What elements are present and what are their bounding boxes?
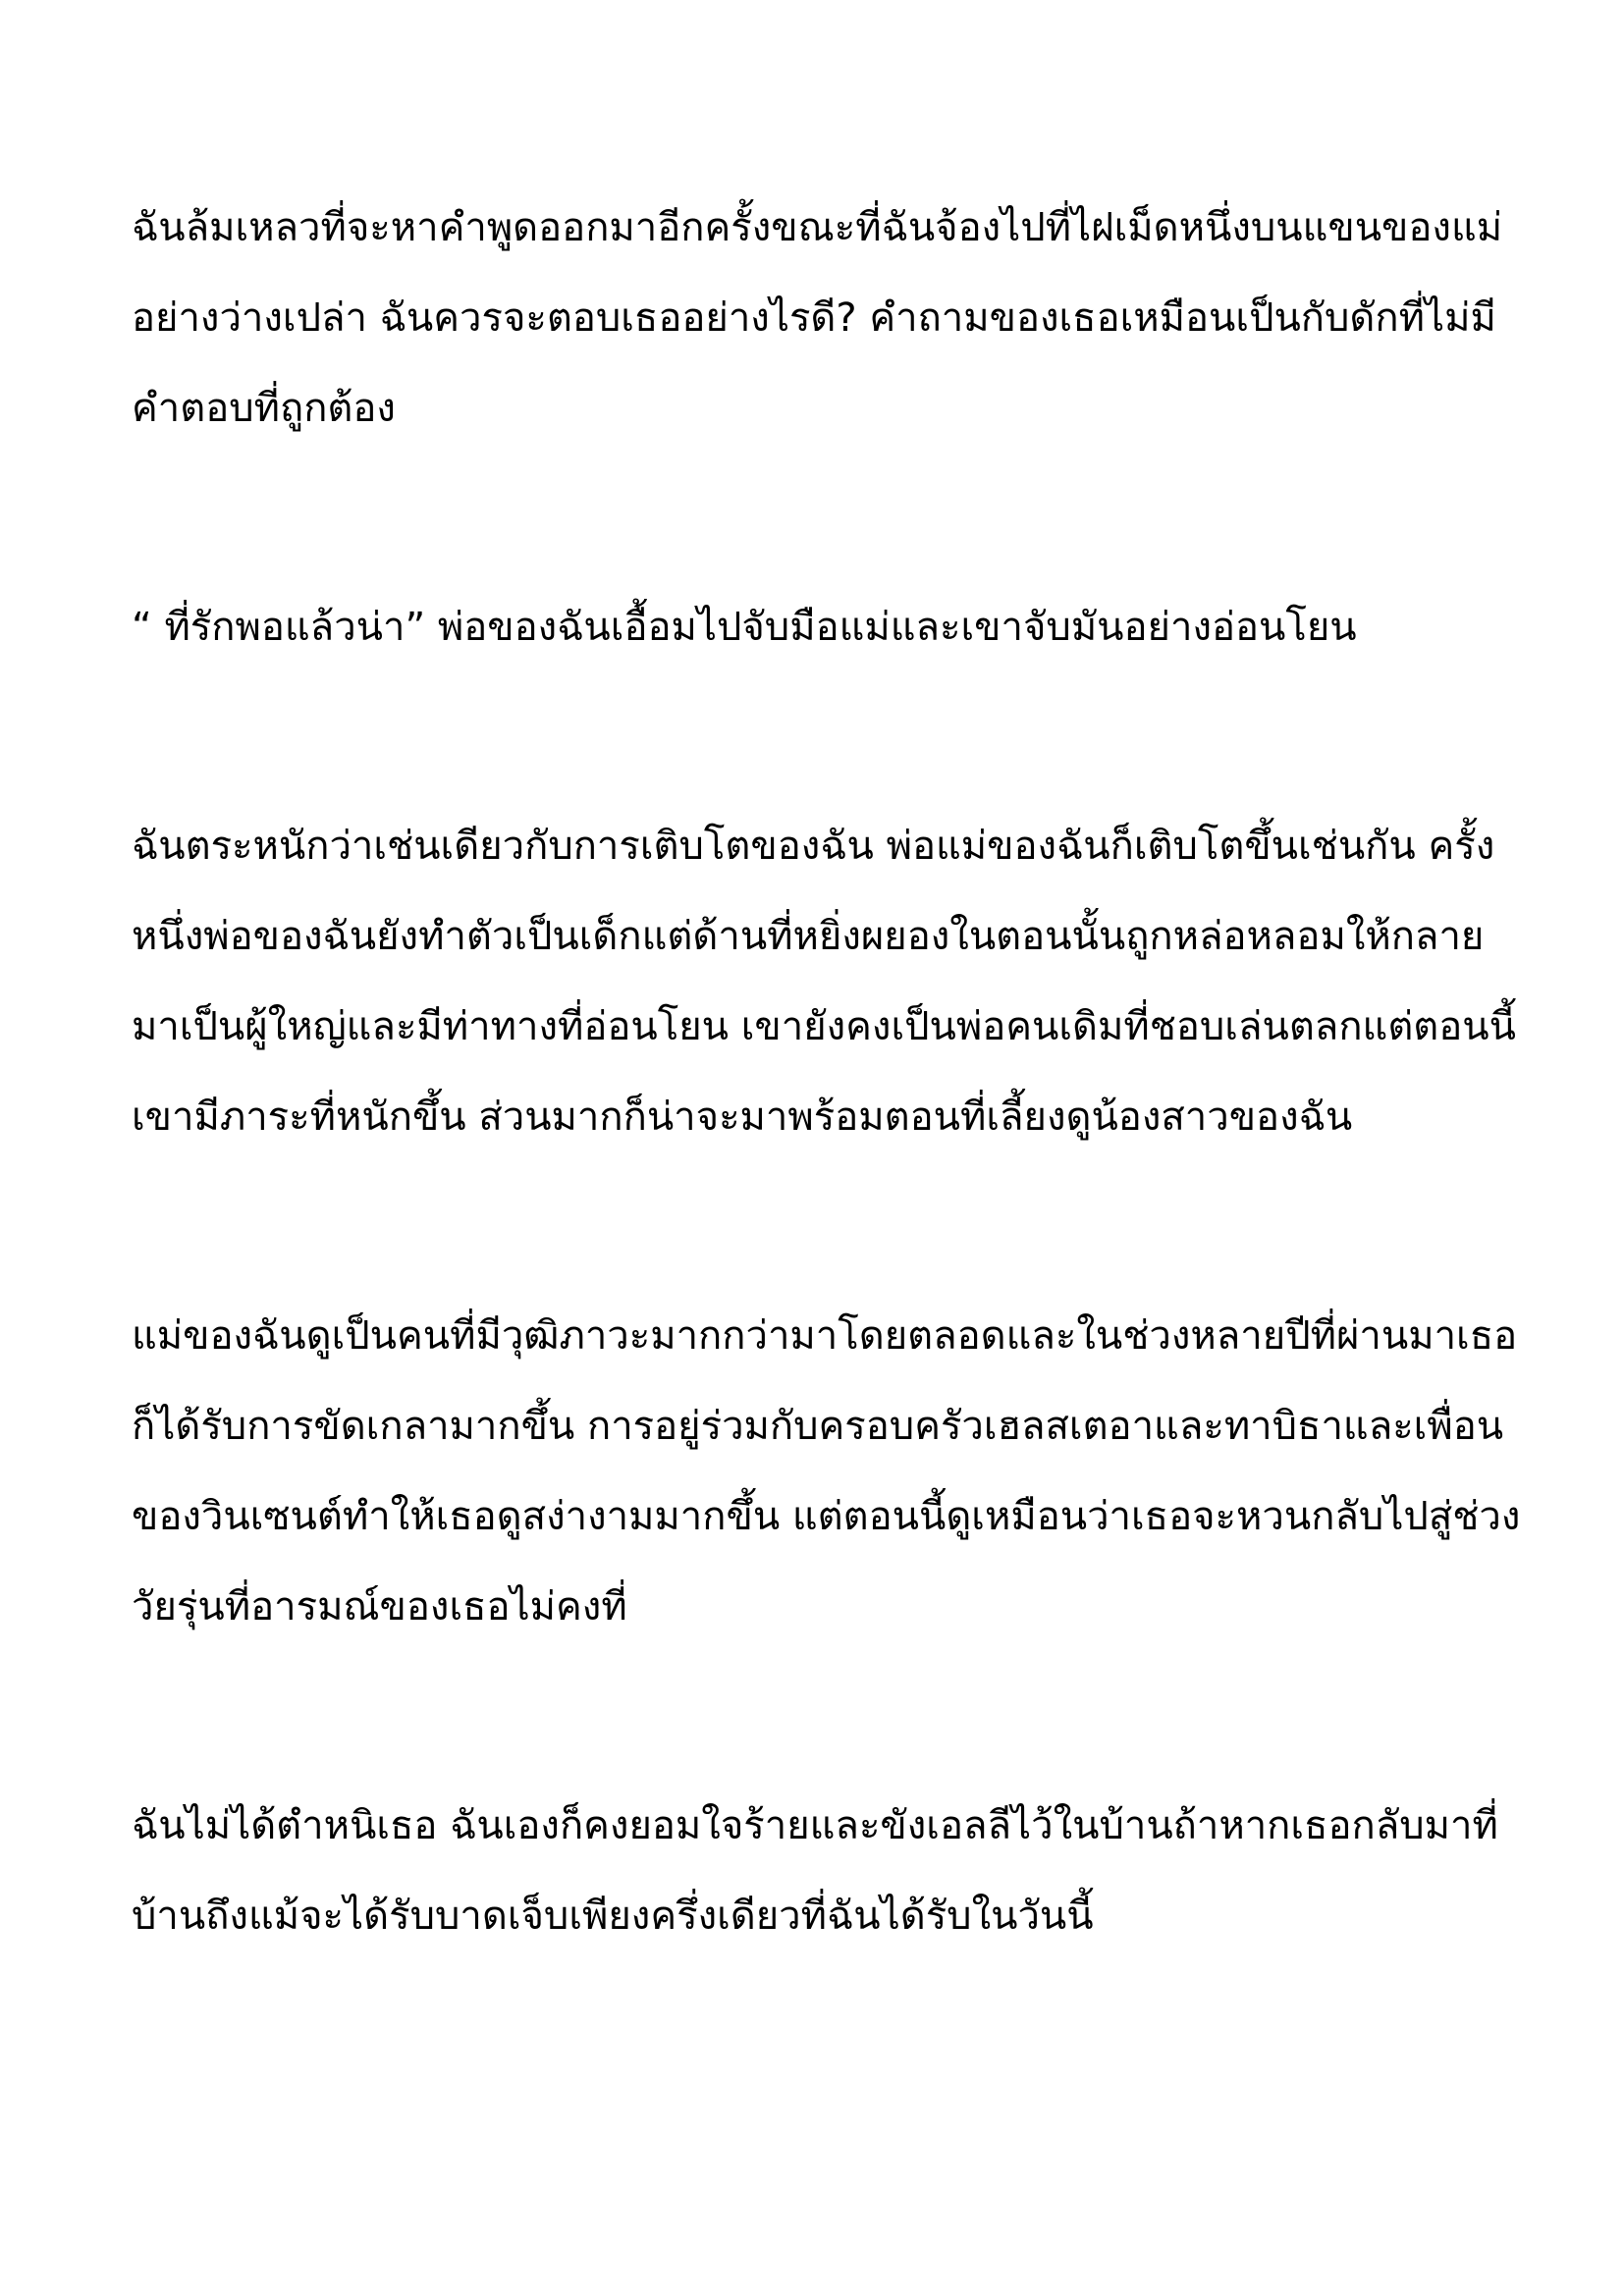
text-line: วัยรุ่นที่อารมณ์ของเธอไม่คงที่ — [132, 1584, 627, 1629]
text-line: ฉันล้มเหลวที่จะหาคำพูดออกมาอีกครั้งขณะที่ฉันจ้องไปที่ไฝเม็ดหนึ่งบนแขนของแม่ — [132, 205, 1503, 250]
text-line: มาเป็นผู้ใหญ่และมีท่าทางที่อ่อนโยน เขายังคงเป็นพ่อคนเดิมที่ชอบเล่นตลกแต่ตอนนี้ — [132, 1004, 1516, 1049]
paragraph — [132, 1291, 1521, 1652]
paragraph — [132, 1781, 1496, 1961]
text-line: หนึ่งพ่อของฉันยังทำตัวเป็นเด็กแต่ด้านที่หยิ่งผยองในตอนนั้นถูกหล่อหลอมให้กลาย — [132, 914, 1485, 959]
text-line: อย่างว่างเปล่า ฉันควรจะตอบเธออย่างไรดี? คำถามของเธอเหมือนเป็นกับดักที่ไม่มี — [132, 295, 1496, 341]
text-line: “ ที่รักพอแล้วน่า” พ่อของฉันเอื้อมไปจับมือแม่และเขาจับมันอย่างอ่อนโยน — [132, 605, 1357, 650]
text-line: บ้านถึงแม้จะได้รับบาดเจ็บเพียงครึ่งเดียวที่ฉันได้รับในวันนี้ — [132, 1894, 1094, 1939]
paragraph — [132, 183, 1503, 454]
text-line: ของวินเซนต์ทำให้เธอดูสง่างามมากขึ้น แต่ตอนนี้ดูเหมือนว่าเธอจะหวนกลับไปสู่ช่วง — [132, 1494, 1521, 1539]
text-line: ฉันตระหนักว่าเช่นเดียวกับการเติบโตของฉัน พ่อแม่ของฉันก็เติบโตขึ้นเช่นกัน ครั้ง — [132, 824, 1495, 869]
text-line: ฉันไม่ได้ตำหนิเธอ ฉันเองก็คงยอมใจร้ายและขังเอลลีไว้ในบ้านถ้าหากเธอกลับมาที่ — [132, 1803, 1498, 1848]
text-line: ก็ได้รับการขัดเกลามากขึ้น การอยู่ร่วมกับครอบครัวเฮลสเตอาและทาบิธาและเพื่อน — [132, 1404, 1504, 1449]
text-line: คำตอบที่ถูกต้อง — [132, 386, 396, 431]
paragraph — [132, 582, 1496, 672]
text-line: แม่ของฉันดูเป็นคนที่มีวุฒิภาวะมากกว่ามาโดยตลอดและในช่วงหลายปีที่ผ่านมาเธอ — [132, 1313, 1518, 1359]
paragraph — [132, 801, 1516, 1162]
text-line: เขามีภาระที่หนักขึ้น ส่วนมากก็น่าจะมาพร้อมตอนที่เลี้ยงดูน้องสาวของฉัน — [132, 1095, 1353, 1140]
